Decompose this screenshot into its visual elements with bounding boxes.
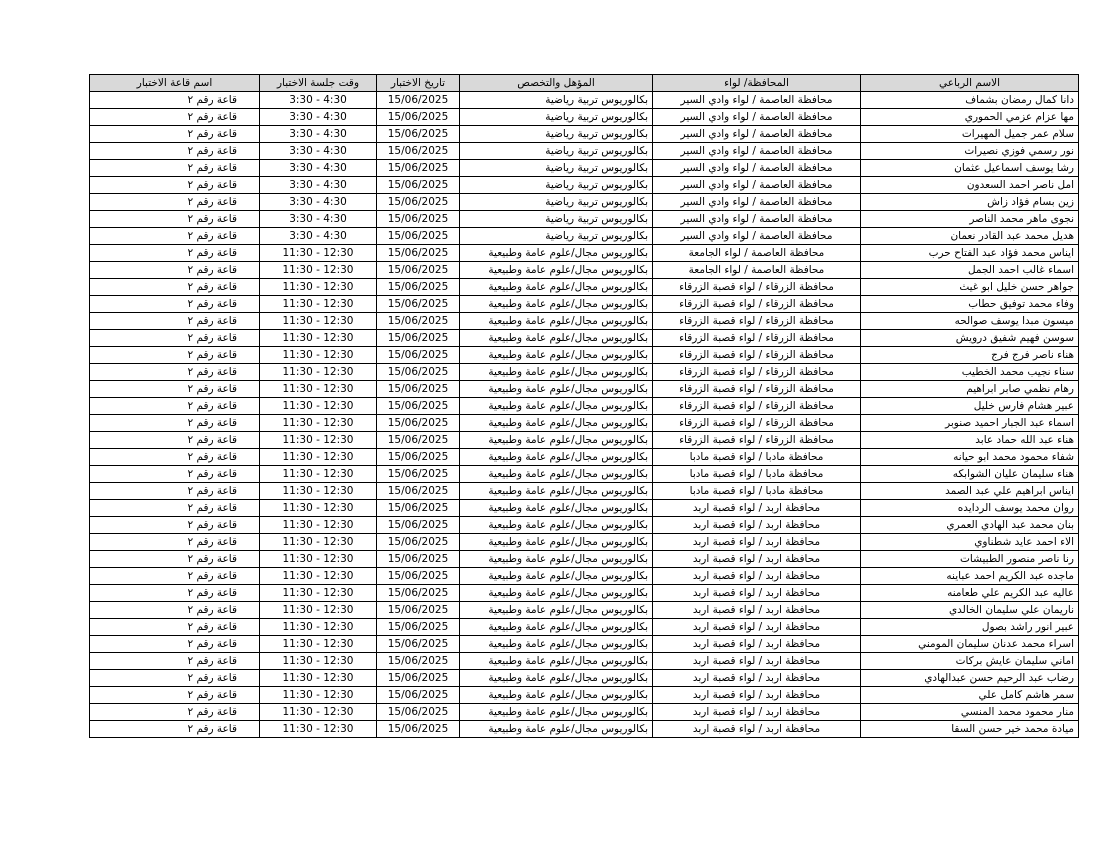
table-row: [90, 568, 1079, 585]
cell-qualification: بكالوريوس تربية رياضية: [460, 228, 653, 245]
table-row: [90, 483, 1079, 500]
table-row: [90, 517, 1079, 534]
table-row: [90, 653, 1079, 670]
table-row: [90, 313, 1079, 330]
cell-name: سلام عمر جميل المهيرات: [861, 126, 1079, 143]
cell-date: 15/06/2025: [377, 449, 460, 466]
cell-qualification: بكالوريوس مجال/علوم عامة وطبيعية: [460, 483, 653, 500]
cell-hall: قاعة رقم ٢: [90, 687, 260, 704]
cell-hall: قاعة رقم ٢: [90, 585, 260, 602]
cell-name: اسماء عبد الجبار احميد صنوبر: [861, 415, 1079, 432]
header-qualification: المؤهل والتخصص: [460, 75, 653, 92]
cell-time: 11:30 - 12:30: [260, 721, 377, 738]
cell-time: 11:30 - 12:30: [260, 670, 377, 687]
cell-governorate: محافظة اربد / لواء قصبة اربد: [653, 670, 861, 687]
cell-governorate: محافظة الزرقاء / لواء قصبة الزرقاء: [653, 279, 861, 296]
cell-hall: قاعة رقم ٢: [90, 364, 260, 381]
cell-hall: قاعة رقم ٢: [90, 92, 260, 109]
cell-date: 15/06/2025: [377, 194, 460, 211]
cell-date: 15/06/2025: [377, 398, 460, 415]
cell-qualification: بكالوريوس مجال/علوم عامة وطبيعية: [460, 279, 653, 296]
cell-time: 11:30 - 12:30: [260, 602, 377, 619]
cell-time: 11:30 - 12:30: [260, 653, 377, 670]
cell-hall: قاعة رقم ٢: [90, 636, 260, 653]
cell-hall: قاعة رقم ٢: [90, 126, 260, 143]
cell-qualification: بكالوريوس مجال/علوم عامة وطبيعية: [460, 551, 653, 568]
cell-time: 11:30 - 12:30: [260, 347, 377, 364]
cell-hall: قاعة رقم ٢: [90, 466, 260, 483]
cell-name: سمر هاشم كامل علي: [861, 687, 1079, 704]
cell-governorate: محافظة العاصمة / لواء وادي السير: [653, 92, 861, 109]
cell-governorate: محافظة الزرقاء / لواء قصبة الزرقاء: [653, 364, 861, 381]
cell-name: عاليه عبد الكريم علي طعامنه: [861, 585, 1079, 602]
table-row: [90, 177, 1079, 194]
exam-schedule-sheet: [89, 74, 1078, 738]
cell-name: زين بسام فؤاد زاش: [861, 194, 1079, 211]
cell-hall: قاعة رقم ٢: [90, 109, 260, 126]
table-row: [90, 92, 1079, 109]
cell-date: 15/06/2025: [377, 585, 460, 602]
cell-date: 15/06/2025: [377, 466, 460, 483]
cell-date: 15/06/2025: [377, 330, 460, 347]
cell-time: 11:30 - 12:30: [260, 245, 377, 262]
cell-hall: قاعة رقم ٢: [90, 704, 260, 721]
cell-governorate: محافظة العاصمة / لواء وادي السير: [653, 211, 861, 228]
cell-date: 15/06/2025: [377, 619, 460, 636]
cell-governorate: محافظة اربد / لواء قصبة اربد: [653, 585, 861, 602]
cell-governorate: محافظة اربد / لواء قصبة اربد: [653, 517, 861, 534]
cell-qualification: بكالوريوس مجال/علوم عامة وطبيعية: [460, 653, 653, 670]
cell-hall: قاعة رقم ٢: [90, 670, 260, 687]
cell-qualification: بكالوريوس مجال/علوم عامة وطبيعية: [460, 704, 653, 721]
cell-qualification: بكالوريوس تربية رياضية: [460, 143, 653, 160]
cell-name: سوسن فهيم شفيق درويش: [861, 330, 1079, 347]
cell-name: عبير هشام فارس خليل: [861, 398, 1079, 415]
cell-date: 15/06/2025: [377, 670, 460, 687]
cell-name: هناء ناصر فرج فرج: [861, 347, 1079, 364]
cell-governorate: محافظة اربد / لواء قصبة اربد: [653, 568, 861, 585]
header-time: وقت جلسة الاختبار: [260, 75, 377, 92]
cell-hall: قاعة رقم ٢: [90, 347, 260, 364]
cell-name: شفاء محمود محمد ابو حيانه: [861, 449, 1079, 466]
cell-date: 15/06/2025: [377, 313, 460, 330]
cell-time: 11:30 - 12:30: [260, 585, 377, 602]
cell-date: 15/06/2025: [377, 211, 460, 228]
cell-qualification: بكالوريوس تربية رياضية: [460, 92, 653, 109]
cell-date: 15/06/2025: [377, 551, 460, 568]
cell-name: هناء سليمان عليان الشوابكه: [861, 466, 1079, 483]
cell-qualification: بكالوريوس مجال/علوم عامة وطبيعية: [460, 262, 653, 279]
cell-time: 11:30 - 12:30: [260, 466, 377, 483]
cell-governorate: محافظة العاصمة / لواء وادي السير: [653, 160, 861, 177]
cell-hall: قاعة رقم ٢: [90, 602, 260, 619]
cell-hall: قاعة رقم ٢: [90, 568, 260, 585]
table-row: [90, 415, 1079, 432]
cell-name: جواهر حسن خليل ابو غيث: [861, 279, 1079, 296]
cell-date: 15/06/2025: [377, 483, 460, 500]
cell-date: 15/06/2025: [377, 381, 460, 398]
table-row: [90, 619, 1079, 636]
table-row: [90, 687, 1079, 704]
cell-name: منار محمود محمد المنسي: [861, 704, 1079, 721]
cell-date: 15/06/2025: [377, 534, 460, 551]
cell-hall: قاعة رقم ٢: [90, 262, 260, 279]
cell-qualification: بكالوريوس مجال/علوم عامة وطبيعية: [460, 347, 653, 364]
header-name: الاسم الرباعي: [861, 75, 1079, 92]
cell-governorate: محافظة الزرقاء / لواء قصبة الزرقاء: [653, 313, 861, 330]
cell-date: 15/06/2025: [377, 160, 460, 177]
table-row: [90, 398, 1079, 415]
cell-date: 15/06/2025: [377, 653, 460, 670]
cell-governorate: محافظة العاصمة / لواء وادي السير: [653, 177, 861, 194]
cell-governorate: محافظة العاصمة / لواء الجامعة: [653, 262, 861, 279]
cell-qualification: بكالوريوس مجال/علوم عامة وطبيعية: [460, 636, 653, 653]
cell-name: نور رسمي فوزي نصيرات: [861, 143, 1079, 160]
cell-hall: قاعة رقم ٢: [90, 517, 260, 534]
cell-time: 11:30 - 12:30: [260, 398, 377, 415]
cell-qualification: بكالوريوس مجال/علوم عامة وطبيعية: [460, 466, 653, 483]
cell-date: 15/06/2025: [377, 126, 460, 143]
cell-name: نجوى ماهر محمد الناصر: [861, 211, 1079, 228]
table-row: [90, 347, 1079, 364]
cell-governorate: محافظة مادبا / لواء قصبة مادبا: [653, 449, 861, 466]
cell-governorate: محافظة اربد / لواء قصبة اربد: [653, 704, 861, 721]
cell-hall: قاعة رقم ٢: [90, 381, 260, 398]
cell-hall: قاعة رقم ٢: [90, 296, 260, 313]
cell-hall: قاعة رقم ٢: [90, 721, 260, 738]
table-row: [90, 160, 1079, 177]
cell-name: امل ناصر احمد السعدون: [861, 177, 1079, 194]
cell-qualification: بكالوريوس مجال/علوم عامة وطبيعية: [460, 585, 653, 602]
cell-name: ناريمان علي سليمان الخالدي: [861, 602, 1079, 619]
cell-governorate: محافظة العاصمة / لواء وادي السير: [653, 143, 861, 160]
cell-name: هديل محمد عبد القادر نعمان: [861, 228, 1079, 245]
cell-date: 15/06/2025: [377, 704, 460, 721]
cell-governorate: محافظة الزرقاء / لواء قصبة الزرقاء: [653, 432, 861, 449]
cell-date: 15/06/2025: [377, 568, 460, 585]
table-row: [90, 262, 1079, 279]
table-row: [90, 551, 1079, 568]
table-row: [90, 330, 1079, 347]
cell-hall: قاعة رقم ٢: [90, 415, 260, 432]
cell-time: 3:30 - 4:30: [260, 177, 377, 194]
table-row: [90, 126, 1079, 143]
table-row: [90, 228, 1079, 245]
cell-date: 15/06/2025: [377, 245, 460, 262]
cell-date: 15/06/2025: [377, 177, 460, 194]
cell-date: 15/06/2025: [377, 364, 460, 381]
cell-governorate: محافظة اربد / لواء قصبة اربد: [653, 653, 861, 670]
cell-hall: قاعة رقم ٢: [90, 279, 260, 296]
table-row: [90, 381, 1079, 398]
cell-time: 3:30 - 4:30: [260, 92, 377, 109]
cell-hall: قاعة رقم ٢: [90, 160, 260, 177]
cell-name: الاء احمد عايد شطناوي: [861, 534, 1079, 551]
cell-governorate: محافظة الزرقاء / لواء قصبة الزرقاء: [653, 381, 861, 398]
cell-date: 15/06/2025: [377, 92, 460, 109]
cell-time: 11:30 - 12:30: [260, 687, 377, 704]
cell-name: سناء نجيب محمد الخطيب: [861, 364, 1079, 381]
cell-date: 15/06/2025: [377, 228, 460, 245]
cell-date: 15/06/2025: [377, 279, 460, 296]
cell-hall: قاعة رقم ٢: [90, 449, 260, 466]
cell-time: 11:30 - 12:30: [260, 500, 377, 517]
cell-qualification: بكالوريوس مجال/علوم عامة وطبيعية: [460, 415, 653, 432]
cell-name: ايناس ابراهيم علي عبد الصمد: [861, 483, 1079, 500]
cell-name: روان محمد يوسف الردايده: [861, 500, 1079, 517]
cell-hall: قاعة رقم ٢: [90, 432, 260, 449]
cell-qualification: بكالوريوس تربية رياضية: [460, 177, 653, 194]
table-row: [90, 194, 1079, 211]
cell-governorate: محافظة الزرقاء / لواء قصبة الزرقاء: [653, 415, 861, 432]
cell-date: 15/06/2025: [377, 500, 460, 517]
cell-hall: قاعة رقم ٢: [90, 143, 260, 160]
cell-name: رنا ناصر منصور الطبيشات: [861, 551, 1079, 568]
cell-time: 11:30 - 12:30: [260, 364, 377, 381]
cell-hall: قاعة رقم ٢: [90, 653, 260, 670]
cell-name: مها عزام عزمي الحموري: [861, 109, 1079, 126]
cell-time: 3:30 - 4:30: [260, 143, 377, 160]
cell-time: 11:30 - 12:30: [260, 296, 377, 313]
cell-hall: قاعة رقم ٢: [90, 177, 260, 194]
cell-hall: قاعة رقم ٢: [90, 194, 260, 211]
cell-governorate: محافظة اربد / لواء قصبة اربد: [653, 602, 861, 619]
cell-hall: قاعة رقم ٢: [90, 398, 260, 415]
cell-governorate: محافظة اربد / لواء قصبة اربد: [653, 687, 861, 704]
table-row: [90, 636, 1079, 653]
cell-time: 11:30 - 12:30: [260, 415, 377, 432]
cell-name: بنان محمد عبد الهادي العمري: [861, 517, 1079, 534]
cell-hall: قاعة رقم ٢: [90, 551, 260, 568]
cell-hall: قاعة رقم ٢: [90, 313, 260, 330]
cell-hall: قاعة رقم ٢: [90, 619, 260, 636]
cell-name: ميادة محمد خير حسن السقا: [861, 721, 1079, 738]
table-row: [90, 432, 1079, 449]
header-date: تاريخ الاختبار: [377, 75, 460, 92]
cell-qualification: بكالوريوس مجال/علوم عامة وطبيعية: [460, 534, 653, 551]
cell-qualification: بكالوريوس مجال/علوم عامة وطبيعية: [460, 432, 653, 449]
cell-name: اسماء غالب احمد الجمل: [861, 262, 1079, 279]
cell-name: اسراء محمد عدنان سليمان المومني: [861, 636, 1079, 653]
cell-governorate: محافظة العاصمة / لواء وادي السير: [653, 126, 861, 143]
cell-qualification: بكالوريوس مجال/علوم عامة وطبيعية: [460, 364, 653, 381]
cell-qualification: بكالوريوس تربية رياضية: [460, 126, 653, 143]
cell-governorate: محافظة الزرقاء / لواء قصبة الزرقاء: [653, 398, 861, 415]
cell-governorate: محافظة اربد / لواء قصبة اربد: [653, 721, 861, 738]
table-row: [90, 534, 1079, 551]
cell-qualification: بكالوريوس مجال/علوم عامة وطبيعية: [460, 670, 653, 687]
cell-date: 15/06/2025: [377, 602, 460, 619]
table-row: [90, 466, 1079, 483]
cell-qualification: بكالوريوس مجال/علوم عامة وطبيعية: [460, 721, 653, 738]
table-row: [90, 143, 1079, 160]
table-body: [90, 92, 1079, 738]
cell-hall: قاعة رقم ٢: [90, 483, 260, 500]
cell-name: وفاء محمد توفيق حطاب: [861, 296, 1079, 313]
cell-date: 15/06/2025: [377, 721, 460, 738]
cell-name: ايناس محمد فؤاد عبد الفتاح حرب: [861, 245, 1079, 262]
header-governorate: المحافظة/ لواء: [653, 75, 861, 92]
cell-governorate: محافظة مادبا / لواء قصبة مادبا: [653, 466, 861, 483]
cell-date: 15/06/2025: [377, 415, 460, 432]
cell-qualification: بكالوريوس مجال/علوم عامة وطبيعية: [460, 330, 653, 347]
cell-hall: قاعة رقم ٢: [90, 534, 260, 551]
table-row: [90, 245, 1079, 262]
cell-time: 11:30 - 12:30: [260, 551, 377, 568]
table-row: [90, 721, 1079, 738]
table-row: [90, 602, 1079, 619]
cell-qualification: بكالوريوس تربية رياضية: [460, 109, 653, 126]
cell-governorate: محافظة العاصمة / لواء وادي السير: [653, 194, 861, 211]
cell-governorate: محافظة اربد / لواء قصبة اربد: [653, 636, 861, 653]
cell-time: 11:30 - 12:30: [260, 483, 377, 500]
cell-qualification: بكالوريوس مجال/علوم عامة وطبيعية: [460, 687, 653, 704]
cell-qualification: بكالوريوس مجال/علوم عامة وطبيعية: [460, 313, 653, 330]
cell-name: ميسون مبدا يوسف صوالحه: [861, 313, 1079, 330]
cell-time: 11:30 - 12:30: [260, 262, 377, 279]
cell-qualification: بكالوريوس مجال/علوم عامة وطبيعية: [460, 381, 653, 398]
cell-date: 15/06/2025: [377, 636, 460, 653]
cell-governorate: محافظة الزرقاء / لواء قصبة الزرقاء: [653, 330, 861, 347]
cell-time: 3:30 - 4:30: [260, 211, 377, 228]
cell-date: 15/06/2025: [377, 143, 460, 160]
cell-time: 11:30 - 12:30: [260, 313, 377, 330]
cell-date: 15/06/2025: [377, 296, 460, 313]
cell-governorate: محافظة مادبا / لواء قصبة مادبا: [653, 483, 861, 500]
cell-qualification: بكالوريوس مجال/علوم عامة وطبيعية: [460, 568, 653, 585]
cell-name: دانا كمال رمضان بشماف: [861, 92, 1079, 109]
header-hall: اسم قاعة الاختبار: [90, 75, 260, 92]
cell-time: 3:30 - 4:30: [260, 160, 377, 177]
cell-qualification: بكالوريوس تربية رياضية: [460, 211, 653, 228]
cell-date: 15/06/2025: [377, 432, 460, 449]
table-row: [90, 500, 1079, 517]
cell-time: 3:30 - 4:30: [260, 126, 377, 143]
cell-hall: قاعة رقم ٢: [90, 330, 260, 347]
cell-time: 3:30 - 4:30: [260, 194, 377, 211]
cell-date: 15/06/2025: [377, 262, 460, 279]
cell-time: 11:30 - 12:30: [260, 381, 377, 398]
cell-time: 11:30 - 12:30: [260, 636, 377, 653]
table-row: [90, 279, 1079, 296]
cell-hall: قاعة رقم ٢: [90, 211, 260, 228]
cell-qualification: بكالوريوس مجال/علوم عامة وطبيعية: [460, 517, 653, 534]
cell-governorate: محافظة الزرقاء / لواء قصبة الزرقاء: [653, 347, 861, 364]
cell-name: هناء عبد الله حماد عابد: [861, 432, 1079, 449]
cell-hall: قاعة رقم ٢: [90, 500, 260, 517]
cell-governorate: محافظة اربد / لواء قصبة اربد: [653, 500, 861, 517]
exam-schedule-table: [89, 74, 1079, 738]
cell-qualification: بكالوريوس مجال/علوم عامة وطبيعية: [460, 245, 653, 262]
cell-date: 15/06/2025: [377, 517, 460, 534]
cell-qualification: بكالوريوس تربية رياضية: [460, 194, 653, 211]
table-row: [90, 211, 1079, 228]
cell-qualification: بكالوريوس مجال/علوم عامة وطبيعية: [460, 449, 653, 466]
cell-name: ماجده عبد الكريم احمد عباينه: [861, 568, 1079, 585]
cell-name: اماني سليمان عايش بركات: [861, 653, 1079, 670]
cell-time: 11:30 - 12:30: [260, 449, 377, 466]
cell-time: 11:30 - 12:30: [260, 704, 377, 721]
cell-date: 15/06/2025: [377, 109, 460, 126]
table-row: [90, 109, 1079, 126]
cell-time: 11:30 - 12:30: [260, 279, 377, 296]
cell-time: 11:30 - 12:30: [260, 517, 377, 534]
cell-governorate: محافظة اربد / لواء قصبة اربد: [653, 534, 861, 551]
cell-qualification: بكالوريوس مجال/علوم عامة وطبيعية: [460, 602, 653, 619]
cell-date: 15/06/2025: [377, 687, 460, 704]
cell-name: رهام نظمي صابر ابراهيم: [861, 381, 1079, 398]
cell-time: 11:30 - 12:30: [260, 568, 377, 585]
cell-time: 3:30 - 4:30: [260, 228, 377, 245]
cell-name: عبير انور راشد بصول: [861, 619, 1079, 636]
cell-time: 11:30 - 12:30: [260, 330, 377, 347]
cell-qualification: بكالوريوس مجال/علوم عامة وطبيعية: [460, 619, 653, 636]
cell-name: رضاب عبد الرحيم حسن عبدالهادي: [861, 670, 1079, 687]
cell-governorate: محافظة العاصمة / لواء وادي السير: [653, 228, 861, 245]
cell-qualification: بكالوريوس مجال/علوم عامة وطبيعية: [460, 398, 653, 415]
cell-qualification: بكالوريوس مجال/علوم عامة وطبيعية: [460, 296, 653, 313]
table-row: [90, 585, 1079, 602]
table-row: [90, 670, 1079, 687]
cell-governorate: محافظة العاصمة / لواء وادي السير: [653, 109, 861, 126]
table-row: [90, 364, 1079, 381]
cell-governorate: محافظة اربد / لواء قصبة اربد: [653, 619, 861, 636]
cell-governorate: محافظة اربد / لواء قصبة اربد: [653, 551, 861, 568]
cell-date: 15/06/2025: [377, 347, 460, 364]
cell-hall: قاعة رقم ٢: [90, 228, 260, 245]
cell-time: 11:30 - 12:30: [260, 432, 377, 449]
cell-name: رشا يوسف اسماعيل عثمان: [861, 160, 1079, 177]
cell-qualification: بكالوريوس مجال/علوم عامة وطبيعية: [460, 500, 653, 517]
cell-governorate: محافظة العاصمة / لواء الجامعة: [653, 245, 861, 262]
cell-time: 11:30 - 12:30: [260, 619, 377, 636]
table-row: [90, 449, 1079, 466]
cell-time: 11:30 - 12:30: [260, 534, 377, 551]
cell-qualification: بكالوريوس تربية رياضية: [460, 160, 653, 177]
header-row: [90, 75, 1079, 92]
cell-hall: قاعة رقم ٢: [90, 245, 260, 262]
table-row: [90, 296, 1079, 313]
cell-time: 3:30 - 4:30: [260, 109, 377, 126]
table-row: [90, 704, 1079, 721]
cell-governorate: محافظة الزرقاء / لواء قصبة الزرقاء: [653, 296, 861, 313]
